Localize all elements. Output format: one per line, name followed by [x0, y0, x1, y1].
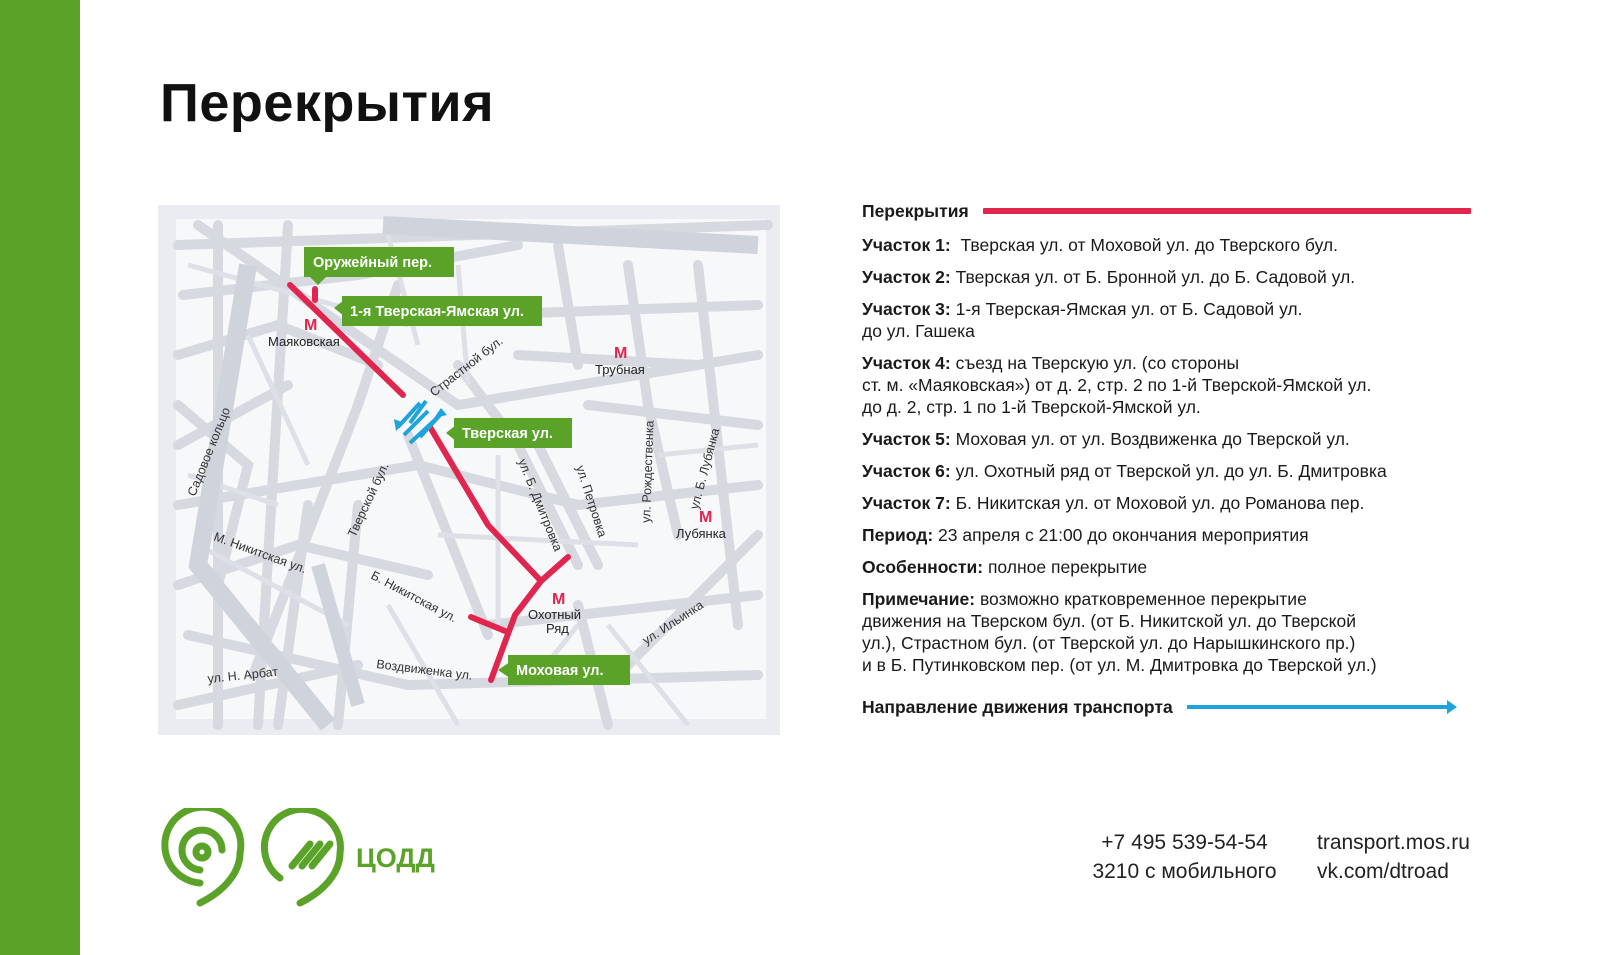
note-text: и в Б. Путинковском пер. (от ул. М. Дмитровка до Тверской ул.) [862, 655, 1377, 675]
section-text: Моховая ул. от ул. Воздвиженка до Тверской ул. [955, 429, 1350, 449]
map-label-mokhovaya-text: Моховая ул. [516, 663, 604, 679]
metro-icon: М [552, 591, 566, 608]
map-canvas [158, 205, 780, 735]
station-trubnaya: Трубная [595, 362, 645, 377]
direction-arrow-swatch [1187, 705, 1449, 709]
section-text: Б. Никитская ул. от Моховой ул. до Романова пер. [955, 493, 1365, 513]
street-sadovoe: Садовое кольцо [184, 405, 234, 499]
map-label-oruzheyny-text: Оружейный пер. [313, 255, 433, 271]
section-label: Участок 6: [862, 461, 951, 481]
street-strastnoy: Страстной бул. [427, 333, 506, 400]
section-label: Участок 3: [862, 299, 951, 319]
map-label-tverskaya-text: Тверская ул. [462, 426, 553, 442]
vk-link[interactable]: vk.com/dtroad [1317, 860, 1449, 883]
map-label-tverskaya [446, 418, 572, 448]
section-label: Участок 7: [862, 493, 951, 513]
section-4 [862, 352, 1492, 418]
links-block [1317, 828, 1517, 886]
features [862, 556, 1492, 578]
period-text: 23 апреля с 21:00 до окончания мероприятия [938, 525, 1309, 545]
section-6 [862, 460, 1492, 482]
direction-legend [862, 696, 1492, 718]
brand-side-bar [0, 0, 80, 955]
section-text: 1-я Тверская-Ямская ул. от Б. Садовой ул. [955, 299, 1303, 319]
street-b-nikitskaya: Б. Никитская ул. [368, 568, 460, 626]
logo-group [160, 808, 460, 918]
metro-icon: М [614, 345, 628, 362]
section-label: Участок 2: [862, 267, 951, 287]
codd-logo-text: ЦОДД [356, 843, 435, 873]
station-okhotny-line2: Ряд [546, 621, 569, 636]
section-label: Участок 1: [862, 235, 951, 255]
section-text: ст. м. «Маяковская») от д. 2, стр. 2 по 1-й Тверской-Ямской ул. [862, 375, 1372, 395]
phone[interactable]: +7 495 539-54-54 [1101, 831, 1268, 854]
closures-legend [862, 200, 1492, 718]
street-vozdvizhenka: Воздвиженка ул. [375, 657, 474, 683]
codd-logo-icon [264, 809, 340, 903]
mobile-number: 3210 с мобильного [1092, 860, 1277, 883]
map-label-mokhovaya [498, 655, 630, 685]
street-tverskoy-bul: Тверской бул. [345, 460, 392, 540]
street-b-lubyanka: ул. Б. Лубянка [687, 426, 723, 511]
closure-map [158, 205, 780, 735]
street-petrovka: ул. Петровка [573, 463, 610, 539]
note-label: Примечание: [862, 589, 976, 609]
metro-icon: М [699, 509, 713, 526]
street-b-dmitrovka: ул. Б. Дмитровка [515, 456, 566, 554]
section-text: до ул. Гашека [862, 321, 975, 341]
page-title: Перекрытия [160, 73, 495, 133]
moscow-transport-logo-icon [165, 808, 241, 903]
station-mayakovskaya: Маяковская [268, 334, 340, 349]
period-label: Период: [862, 525, 934, 545]
section-1 [862, 234, 1492, 256]
section-label: Участок 5: [862, 429, 951, 449]
closure-line-swatch [983, 208, 1471, 214]
closures-legend-header [862, 200, 1492, 222]
features-label: Особенности: [862, 557, 984, 577]
station-lubyanka: Лубянка [676, 526, 726, 541]
note [862, 588, 1492, 676]
footer-logos [160, 808, 460, 923]
street-ilyinka: ул. Ильинка [640, 597, 707, 648]
section-text: Тверская ул. от Моховой ул. до Тверского бул. [960, 235, 1339, 255]
section-text: до д. 2, стр. 1 по 1-й Тверской-Ямской ул. [862, 397, 1201, 417]
closures-label: Перекрытия [862, 201, 969, 221]
street-rozhdestvenka: ул. Рождественка [639, 420, 657, 524]
station-okhotny-line1: Охотный [528, 607, 582, 622]
section-7 [862, 492, 1492, 514]
map-label-tverskaya-yamskaya-text: 1-я Тверская-Ямская ул. [350, 304, 524, 320]
direction-label: Направление движения транспорта [862, 697, 1173, 717]
note-text: ул.), Страстном бул. (от Тверской ул. до Нарышкинского пр.) [862, 633, 1356, 653]
section-text: Тверская ул. от Б. Бронной ул. до Б. Садовой ул. [955, 267, 1356, 287]
map-label-tverskaya-yamskaya [334, 296, 542, 326]
site-link[interactable]: transport.mos.ru [1317, 831, 1470, 854]
section-2 [862, 266, 1492, 288]
section-label: Участок 4: [862, 353, 951, 373]
period [862, 524, 1492, 546]
section-5 [862, 428, 1492, 450]
section-text: ул. Охотный ряд от Тверской ул. до ул. Б. Дмитровка [955, 461, 1387, 481]
metro-icon: М [304, 317, 318, 334]
note-text: движения на Тверском бул. (от Б. Никитской ул. до Тверской [862, 611, 1357, 631]
street-n-arbat: ул. Н. Арбат [206, 664, 279, 686]
features-text: полное перекрытие [987, 557, 1148, 577]
phone-block [1082, 828, 1287, 886]
street-m-nikitskaya: М. Никитская ул. [211, 529, 309, 577]
note-text: возможно кратковременное перекрытие [979, 589, 1307, 609]
section-text: съезд на Тверскую ул. (со стороны [955, 353, 1240, 373]
section-3 [862, 298, 1492, 342]
